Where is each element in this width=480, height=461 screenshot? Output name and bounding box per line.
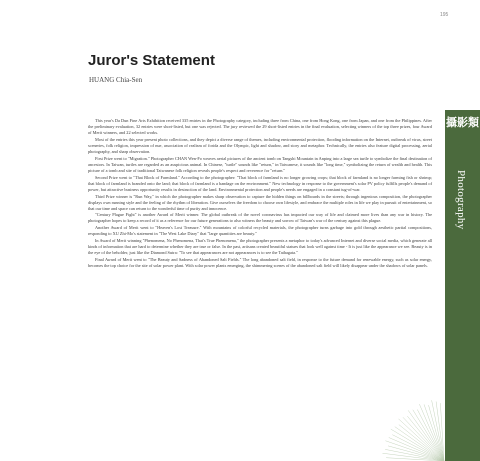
paragraph-merit-2: Another Award of Merit went to "Heaven's Lost Treasure." With mountains of colorful recycled materials, the photographer turns garbage into gold through aesthetic partial compositions, responding to XU Zhi-Mo's statement in "The West Lake Diary" that "large quantities are beauty." — [88, 225, 432, 237]
category-label-english-wrap — [453, 170, 471, 320]
author-name: HUANG Chia-Sen — [89, 76, 143, 84]
paragraph-merit-4: Final Award of Merit went to "The Beauty and Sadness of Abandoned Salt Fields." The long abandoned salt field, in response to the future demand for renewable energy, such as solar energy, becomes the top choice for the site of solar power plant. With solar power plants emerging, the shimmering scenes of the abandoned salt field will likely disappear under the shadows of solar panels. — [88, 256, 432, 268]
ornament-line — [391, 429, 444, 461]
ornament-line — [413, 410, 444, 461]
page-title: Juror's Statement — [88, 52, 215, 69]
paragraph-intro: This year's Da Dun Fine Arts Exhibition received 335 entries in the Photography category, including three from China, one from Hong Kong, one from Japan, and one from the Philippines. After the preliminary evaluation, 32 entries were short-listed, but one was rejected. The jury reviewed the 29 short-listed entries in the final evaluation, selecting winners of the top three prizes, four Award of Merit winners, and 22 selected works. — [88, 118, 432, 136]
paragraph-first-prize: First Prize went to "Migration." Photographer CHAN Wen-Fo weaves aerial pictures of the ancient tomb on Tangshi Mountain in Anping into a large sea turtle to symbolize the final destination of ancestors. In Taiwan, turtles are regarded as an auspicious animal. In Chinese, "turtle" sounds like "return," in Taiwanese, it sounds like "long time," symbolizing the return of wealth and health. This picture of a tomb and site of traditional Taiwanese folk religion reveals people's respect and reverence for "return." — [88, 155, 432, 173]
paragraph-merit-3: In Award of Merit winning "Phenomena, No Phenomena, That's True Phenomena," the photographer presents a metaphor to today's advanced Internet and diverse social media, which generate all kinds of information that are hard to determine whether they are true or false. In the past, artisans created beautiful statues that look well against time - It is just like the appearance we see. Beauty is in the eye of the beholder, just like the Diamond Sutra: "To see that appearances are not appearances is to see the Tathagata." — [88, 237, 432, 256]
category-side-band — [445, 110, 480, 461]
paragraph-merit-1: "Century Plague Fight" is another Award of Merit winner. The global outbreak of the novel coronavirus has impacted our way of life and claimed more lives than any war in history. The photographer hopes to keep a record of it as a reference for our future generations to also witness the beauty and sorrow of Taiwan's war of the century against this plague. — [88, 212, 432, 224]
ornament-line — [407, 416, 444, 461]
paragraph-third-prize: Third Prize winner is "Run Way," in which the photographer makes sharp observation to capture the hidden things on billboards in the streets; through ingenious composition, the photographer displays own running style and the feeling of the rhythm of liberation. Give ourselves the freedom to choose own lifestyle, and embrace the multiple roles in life we play in pursuit of entertainment, so that our time and space can return to the wonderful time of purity and innocence. — [88, 193, 432, 211]
page-number: 195 — [440, 12, 449, 18]
paragraph-themes: Most of the entries this year present photo collections, and they depict a diverse range of themes, including environmental protection, flooding information on the Internet, outbreak of virus, street sceneries, folk religion, impression of nue, association of realism of forida and the Olympic, light and shadow, and story and metaphor. Technically, the entries also feature digital processing, aerial photography, and sharp observation. — [88, 136, 432, 155]
ornament-line — [399, 425, 444, 461]
paragraph-second-prize: Second Prize went to "That Block of Farmland." According to the photographer: "That block of farmland is no longer growing crops; that block of farmland is no longer farming fish or shrimp; that block of farmland is branded onto the land; that block of farmland is a bandage on the environment." New technology in response to the government's solar PV policy fulfills people's demand of power, but attractive business opportunity results in destruction of the land. Environmental protection and people's needs are engaged in a constant tug-of-war. — [88, 174, 432, 192]
category-label-cjk: 攝影類 — [446, 116, 479, 129]
fan-line-ornament — [376, 400, 446, 461]
statement-body — [88, 118, 432, 270]
category-label-english: Photography — [455, 170, 467, 230]
